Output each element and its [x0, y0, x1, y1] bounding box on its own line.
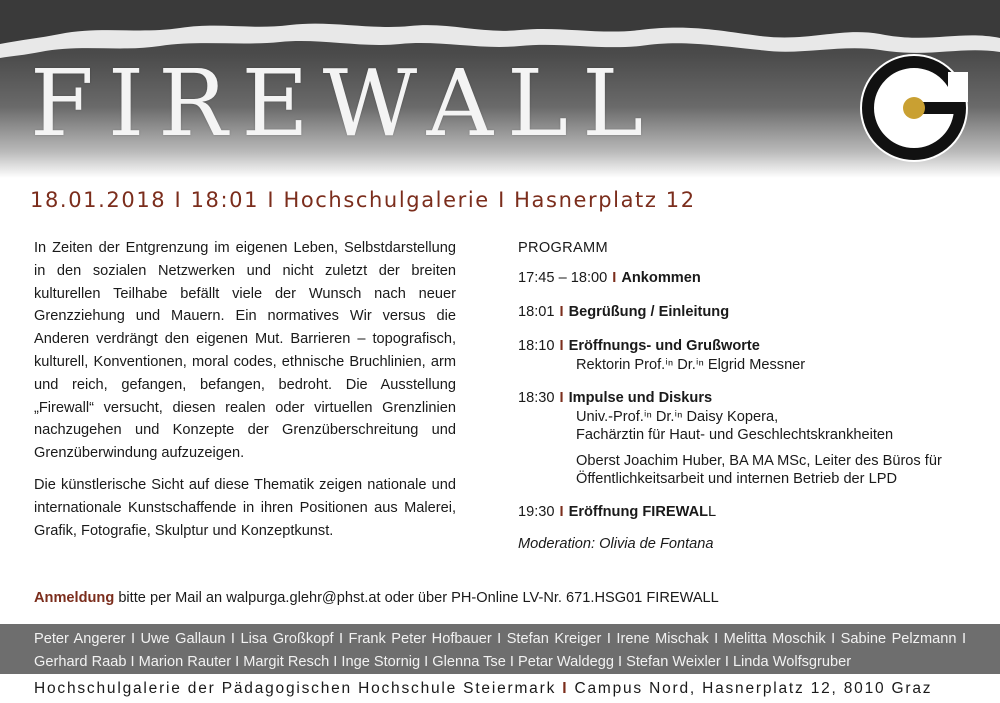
program-item	[518, 302, 978, 322]
registration-label: Anmeldung	[34, 590, 115, 606]
footer-location: Campus Nord, Hasnerplatz 12, 8010 Graz	[574, 680, 933, 697]
program-time: 19:30	[518, 504, 555, 520]
program-separator: I	[559, 390, 564, 406]
artists-list: Peter Angerer I Uwe Gallaun I Lisa Großkopf I Frank Peter Hofbauer I Stefan Kreiger I Irene Mischak I Melitta Moschik I Sabine Pelzmann I Gerhard Raab I Marion Rauter I Margit Resch I Inge Stornig I Glenna Tse I Petar Waldegg I Stefan Weixler I Linda Wolfsgruber	[34, 631, 966, 670]
footer-address	[34, 680, 974, 698]
program-heading: PROGRAMM	[518, 240, 608, 256]
exhibition-title: FIREWALL	[30, 50, 658, 157]
program-title-tail: L	[708, 504, 717, 520]
intro-text	[34, 237, 456, 551]
program-title: Begrüßung / Einleitung	[568, 304, 730, 320]
program-item	[518, 502, 978, 522]
program-speaker	[576, 452, 978, 488]
program-section	[518, 240, 978, 552]
program-time: 18:01	[518, 304, 555, 320]
program-separator: I	[559, 304, 564, 320]
artists-band	[0, 624, 1000, 674]
program-item	[518, 336, 978, 374]
footer-separator: I	[562, 680, 569, 697]
program-title: Impulse und Diskurs	[568, 390, 713, 406]
program-title: Eröffnungs- und Grußworte	[568, 338, 760, 354]
program-separator: I	[559, 338, 564, 354]
registration-text: bitte per Mail an walpurga.glehr@phst.at oder über PH-Online LV-Nr. 671.HSG01 FIREWALL	[114, 590, 719, 606]
program-separator: I	[612, 270, 617, 286]
program-item	[518, 268, 978, 288]
program-separator: I	[559, 504, 564, 520]
gallery-logo-icon	[858, 52, 970, 164]
speaker-name: Univ.-Prof.ⁱⁿ Dr.ⁱⁿ Daisy Kopera,	[576, 409, 779, 425]
intro-paragraph-2: Die künstlerische Sicht auf diese Thematik zeigen nationale und internationale Kunstschaffende in ihren Positionen aus Malerei, Grafik, Fotografie, Skulptur und Konzeptkunst.	[34, 476, 456, 539]
program-time: 17:45 – 18:00	[518, 270, 608, 286]
program-title: Ankommen	[621, 270, 701, 286]
program-time: 18:30	[518, 390, 555, 406]
speaker-role: Fachärztin für Haut- und Geschlechtskrankheiten	[576, 427, 894, 443]
program-time: 18:10	[518, 338, 555, 354]
program-speaker: Rektorin Prof.ⁱⁿ Dr.ⁱⁿ Elgrid Messner	[576, 357, 806, 373]
program-title: Eröffnung FIREWAL	[568, 504, 709, 520]
speaker-role: Öffentlichkeitsarbeit und internen Betrieb der LPD	[576, 471, 897, 487]
event-dateline: 18.01.2018 I 18:01 I Hochschulgalerie I Hasnerplatz 12	[30, 188, 696, 212]
program-item	[518, 388, 978, 488]
header-banner	[0, 0, 1000, 178]
intro-paragraph-1: In Zeiten der Entgrenzung im eigenen Leben, Selbstdarstellung in den sozialen Netzwerken und nicht zuletzt der breiten kulturellen Teilhabe befällt viele der Wunsch nach neuer Grenzziehung und Mauern. Ein normatives Wir versus die Anderen verdrängt den eigenen Mut. Barrieren – topografisch, kulturell, Konventionen, moral codes, ethnische Bruchlinien, arm und reich, gefangen, befangen, bedroht. Die Ausstellung „Firewall“ versucht, diesen realen oder virtuellen Grenzlinien nachzugehen und Konzepte der Grenzüberschreitung und Grenzüberwindung aufzuzeigen.	[34, 240, 456, 462]
footer-institution: Hochschulgalerie der Pädagogischen Hochschule Steiermark	[34, 680, 557, 697]
program-speaker	[576, 408, 978, 444]
registration-line	[34, 590, 719, 606]
speaker-name: Oberst Joachim Huber, BA MA MSc, Leiter des Büros für	[576, 453, 942, 469]
moderation: Moderation: Olivia de Fontana	[518, 536, 714, 552]
